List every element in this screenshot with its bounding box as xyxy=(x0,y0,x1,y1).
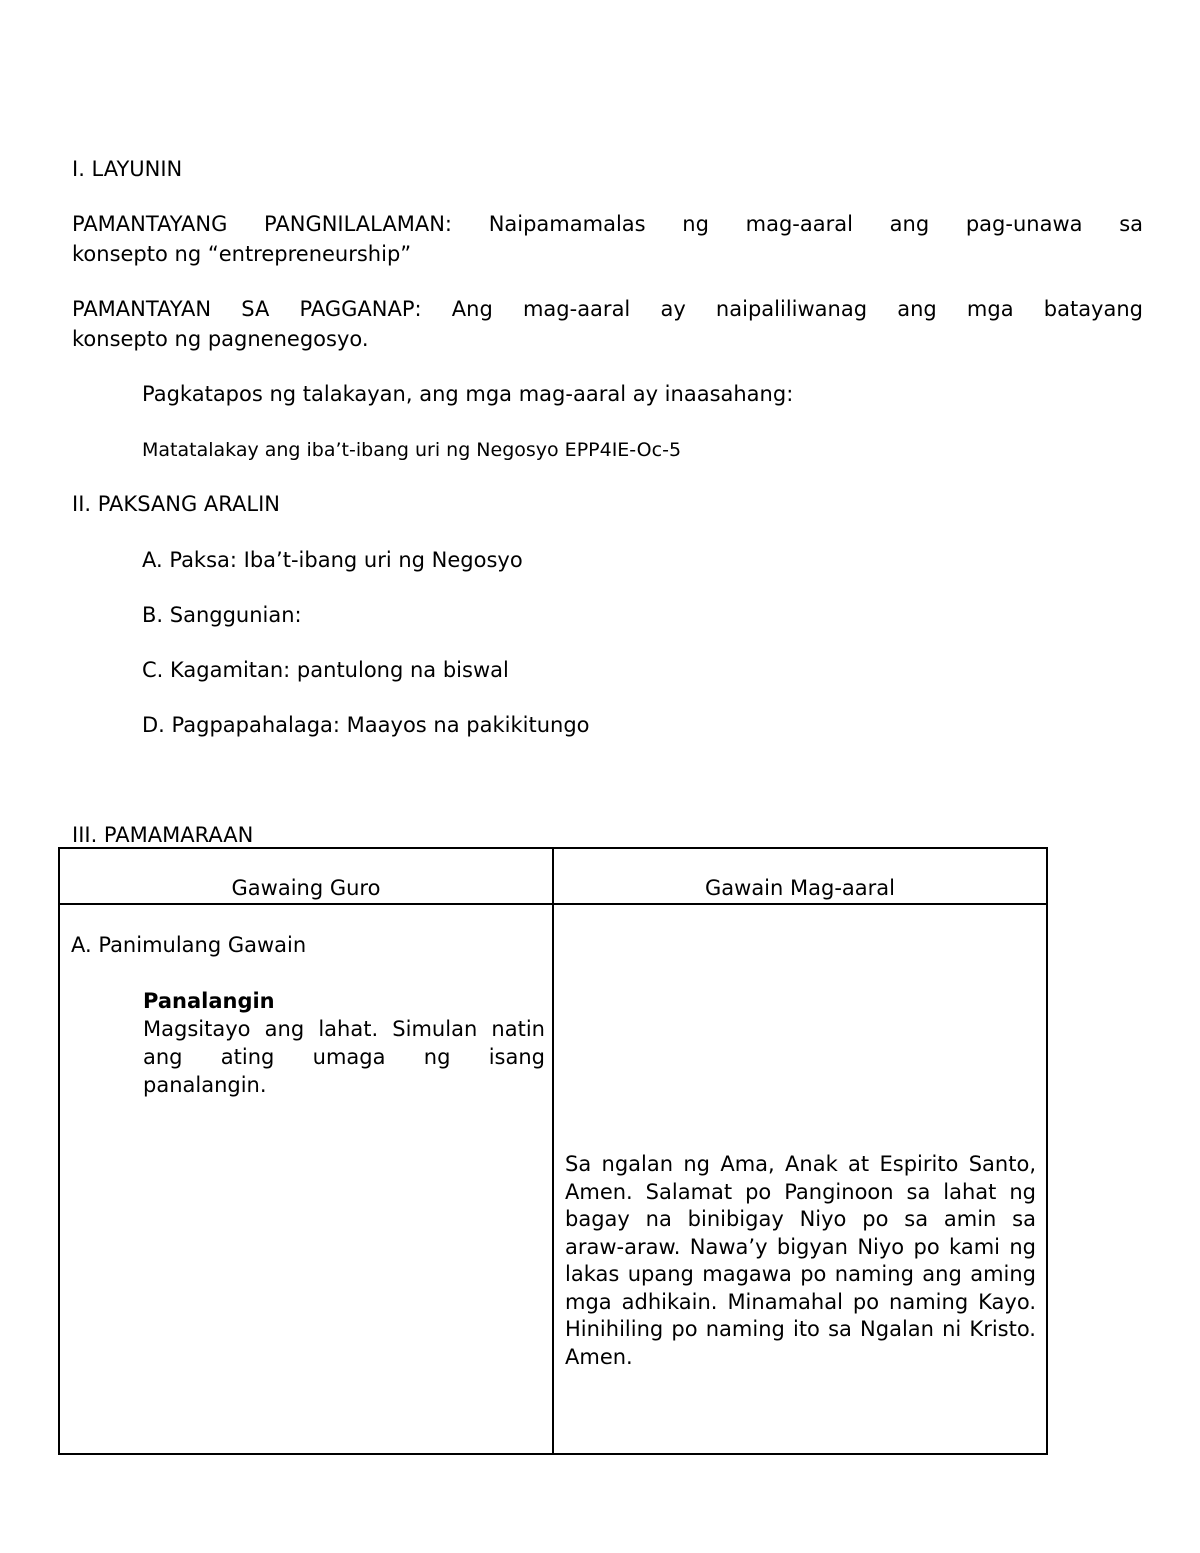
table-row xyxy=(59,904,1047,1454)
column-header-student-label: Gawain Mag-aaral xyxy=(705,876,895,900)
content-standard-line-1: PAMANTAYANG PANGNILALAMAN: Naipamamalas ng mag-aaral ang pag-unawa sa xyxy=(72,212,1143,236)
student-activity-cell xyxy=(553,904,1047,1454)
prayer-subheading: Panalangin xyxy=(143,989,275,1013)
expectation-intro: Pagkatapos ng talakayan, ang mga mag-aaral ay inaasahang: xyxy=(142,382,794,406)
section-heading-pamamaraan: III. PAMAMARAAN xyxy=(72,823,254,847)
teacher-activity-cell xyxy=(59,904,553,1454)
table-header-row xyxy=(59,848,1047,904)
topic-item-a: A. Paksa: Iba’t-ibang uri ng Negosyo xyxy=(142,548,523,572)
content-standard-line-2: konsepto ng “entrepreneurship” xyxy=(72,242,412,266)
performance-standard-line-2: konsepto ng pagnenegosyo. xyxy=(72,327,369,351)
activity-heading: A. Panimulang Gawain xyxy=(71,933,307,957)
section-heading-paksang-aralin: II. PAKSANG ARALIN xyxy=(72,492,281,516)
teacher-instruction-text: Magsitayo ang lahat. Simulan natin ang ating umaga ng isang panalangin. xyxy=(143,1017,545,1097)
column-header-teacher-label: Gawaing Guro xyxy=(231,876,381,900)
content-standard xyxy=(72,209,1143,269)
topic-item-c: C. Kagamitan: pantulong na biswal xyxy=(142,658,509,682)
column-header-teacher xyxy=(59,848,553,904)
learning-competency: Matatalakay ang iba’t-ibang uri ng Negosyo EPP4IE-Oc-5 xyxy=(142,439,682,461)
column-header-student xyxy=(553,848,1047,904)
procedure-table xyxy=(58,847,1048,1455)
student-prayer-text: Sa ngalan ng Ama, Anak at Espirito Santo, Amen. Salamat po Panginoon sa lahat ng bagay na binibigay Niyo po sa amin sa araw-araw. Nawa’y bigyan Niyo po kami ng lakas upang magawa po naming ang aming mga adhikain. Minamahal po naming Kayo. Hinihiling po naming ito sa Ngalan ni Kristo. Amen. xyxy=(565,1152,1036,1369)
topic-item-d: D. Pagpapahalaga: Maayos na pakikitungo xyxy=(142,713,590,737)
performance-standard-line-1: PAMANTAYAN SA PAGGANAP: Ang mag-aaral ay naipaliliwanag ang mga batayang xyxy=(72,297,1143,321)
topic-item-b: B. Sanggunian: xyxy=(142,603,302,627)
section-heading-layunin: I. LAYUNIN xyxy=(72,157,183,181)
performance-standard xyxy=(72,294,1143,354)
